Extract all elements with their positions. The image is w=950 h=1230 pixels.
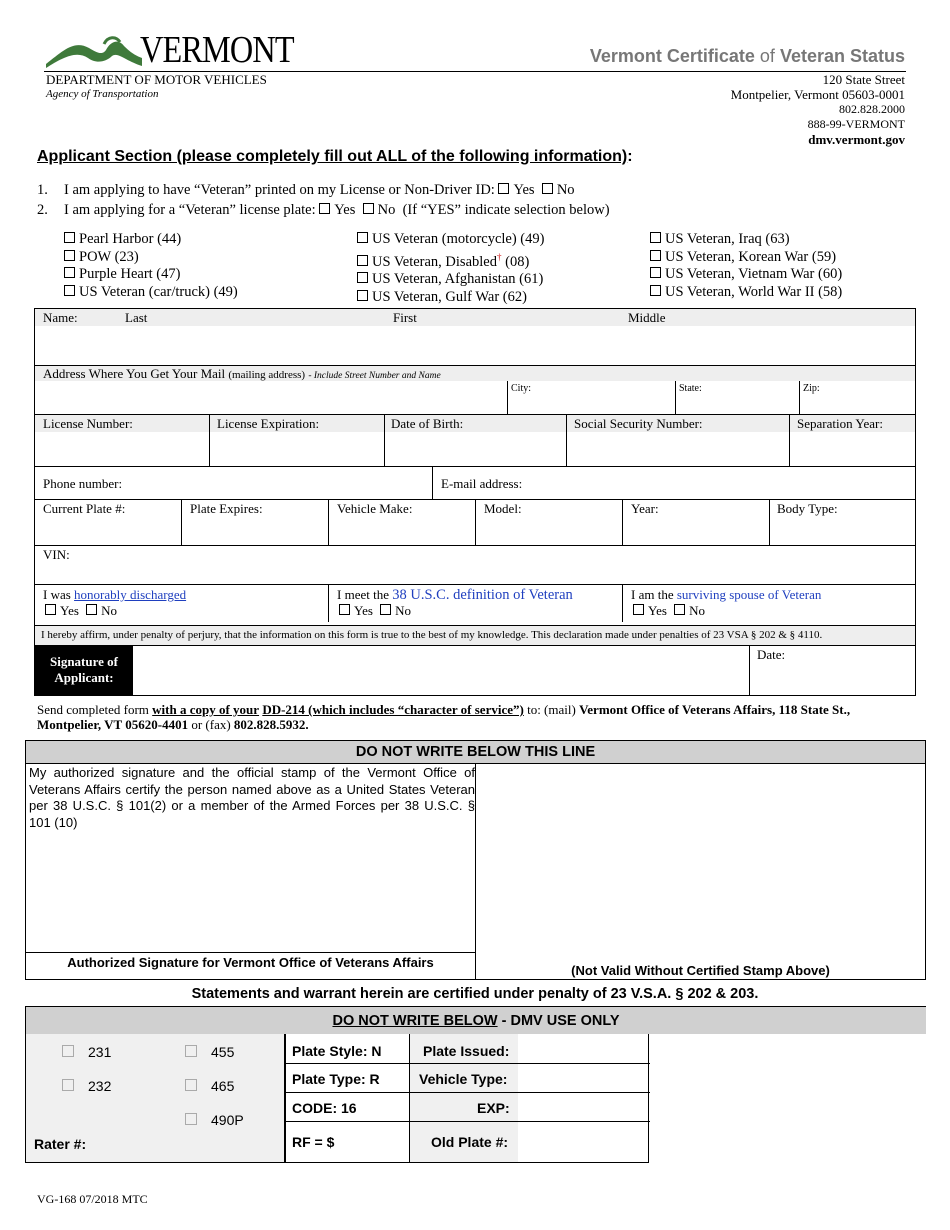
code-option-490p[interactable]: 490P: [185, 1112, 244, 1128]
discharge-yes-checkbox[interactable]: [45, 604, 56, 615]
dmv-address: [731, 72, 905, 147]
code-option-232[interactable]: 232: [62, 1078, 111, 1094]
plate-checkbox[interactable]: [650, 232, 661, 243]
code-checkbox[interactable]: [185, 1113, 197, 1125]
email-field[interactable]: E-mail address:: [441, 476, 523, 491]
plate-options-col3: [650, 231, 842, 302]
middle-name-label: Middle: [628, 310, 666, 325]
plate-checkbox[interactable]: [650, 267, 661, 278]
license-number-field[interactable]: License Number:: [43, 416, 133, 431]
state-label: State:: [679, 383, 702, 394]
applicant-form: [34, 308, 916, 696]
code-option-455[interactable]: 455: [185, 1044, 234, 1060]
plate-option[interactable]: US Veteran, World War II (58): [650, 284, 842, 302]
plate-checkbox[interactable]: [64, 285, 75, 296]
phone-field[interactable]: Phone number:: [43, 476, 123, 491]
discharge-field: I was honorably discharged Yes No: [43, 587, 187, 618]
plate-checkbox[interactable]: [64, 232, 75, 243]
city-label: City:: [511, 383, 532, 394]
code-option-465[interactable]: 465: [185, 1078, 234, 1094]
website: dmv.vermont.gov: [808, 132, 905, 147]
date-field[interactable]: Date:: [757, 647, 786, 662]
signature-input[interactable]: [133, 646, 749, 695]
authorized-signature-label: Authorized Signature for Vermont Office of Veterans Affairs: [67, 955, 434, 970]
model-field[interactable]: Model:: [484, 501, 522, 516]
old-plate-label: Old Plate #:: [431, 1134, 509, 1150]
zip-label: Zip:: [803, 383, 820, 394]
plate-checkbox[interactable]: [650, 250, 661, 261]
office-certify-text: My authorized signature and the official stamp of the Vermont Office of Veterans Affairs certify the person named above as a United States Veteran per 38 U.S.C. § 101(2) or a member of the Armed Forces per 38 U.S.C. § 101 (10): [29, 765, 475, 830]
plate-option[interactable]: US Veteran (car/truck) (49): [64, 284, 238, 302]
vehicle-make-field[interactable]: Vehicle Make:: [337, 501, 413, 516]
mountain-logo-icon: [44, 30, 144, 70]
affirmation-text: I hereby affirm, under penalty of perjury, that the information on this form is true to the best of my knowledge. This declaration made under penalties of 23 VSA § 202 & § 4110.: [35, 626, 915, 645]
code-checkbox[interactable]: [62, 1079, 74, 1091]
vehicle-type-label: Vehicle Type:: [419, 1071, 508, 1087]
state-input[interactable]: [676, 381, 799, 414]
plate-type: Plate Type: R: [292, 1071, 380, 1087]
question-1: 1. I am applying to have “Veteran” printed on my License or Non-Driver ID: Yes No: [37, 182, 575, 198]
plate-option[interactable]: US Veteran, Afghanistan (61): [357, 271, 544, 289]
dmv-header: DO NOT WRITE BELOW - DMV USE ONLY: [25, 1006, 926, 1034]
plate-checkbox[interactable]: [357, 255, 368, 266]
dmv-section: [25, 1006, 926, 1164]
plate-issued-input[interactable]: [518, 1034, 648, 1062]
code-checkbox[interactable]: [185, 1045, 197, 1057]
statements-note: Statements and warrant herein are certified under penalty of 23 V.S.A. § 202 & 203.: [191, 986, 759, 1002]
plate-checkbox[interactable]: [357, 290, 368, 301]
phone-main: 802.828.2000: [839, 102, 905, 116]
first-name-label: First: [393, 310, 417, 325]
plate-option[interactable]: US Veteran, Iraq (63): [650, 231, 842, 249]
plate-checkbox[interactable]: [64, 250, 75, 261]
plate-style: Plate Style: N: [292, 1043, 382, 1059]
vin-field[interactable]: VIN:: [43, 547, 70, 562]
separation-year-field[interactable]: Separation Year:: [797, 416, 883, 431]
vehicle-type-input[interactable]: [518, 1064, 648, 1092]
rf-amount: RF = $: [292, 1134, 335, 1150]
address-label: Address Where You Get Your Mail (mailing address) - Include Street Number and Name: [43, 366, 441, 381]
office-section: [25, 740, 926, 980]
applicant-heading: Applicant Section (please completely fill out ALL of the following information):: [37, 148, 633, 165]
rater-label: Rater #:: [34, 1136, 87, 1152]
license-expiration-field[interactable]: License Expiration:: [217, 416, 320, 431]
not-valid-note: (Not Valid Without Certified Stamp Above): [571, 963, 830, 978]
ssn-field[interactable]: Social Security Number:: [574, 416, 703, 431]
plate-issued-label: Plate Issued:: [423, 1043, 510, 1059]
zip-input[interactable]: [800, 381, 915, 414]
address-line1: 120 State Street: [822, 72, 905, 87]
name-label-row: [35, 309, 915, 326]
plate-options-col1: [64, 231, 238, 302]
plate-options-col2: [357, 231, 544, 307]
street-input[interactable]: [35, 381, 507, 414]
logo-wordmark: VERMONT: [140, 29, 294, 71]
dmv-code: CODE: 16: [292, 1100, 357, 1116]
page-title: Vermont Certificate of Veteran Status: [589, 46, 905, 66]
plate-option[interactable]: US Veteran, Disabled† (08): [357, 249, 544, 272]
spouse-yes-checkbox[interactable]: [633, 604, 644, 615]
exp-label: EXP:: [477, 1100, 510, 1116]
veteran-definition-link[interactable]: 38 U.S.C. definition of Veteran: [392, 587, 573, 603]
plate-checkbox[interactable]: [650, 285, 661, 296]
signature-label: Signature of Applicant:: [35, 646, 133, 695]
q1-yes-checkbox[interactable]: [498, 183, 509, 194]
old-plate-input[interactable]: [518, 1122, 648, 1162]
plate-checkbox[interactable]: [357, 232, 368, 243]
vermont-logo: [44, 30, 306, 72]
plate-option[interactable]: US Veteran, Gulf War (62): [357, 289, 544, 307]
discharge-no-checkbox[interactable]: [86, 604, 97, 615]
q1-no-checkbox[interactable]: [542, 183, 553, 194]
q2-no-checkbox[interactable]: [363, 203, 374, 214]
definition-field: I meet the 38 U.S.C. definition of Veteran Yes No: [337, 587, 573, 618]
city-input[interactable]: [508, 381, 675, 414]
honorably-discharged-link[interactable]: honorably discharged: [74, 587, 187, 602]
spouse-no-checkbox[interactable]: [674, 604, 685, 615]
plate-option[interactable]: US Veteran, Korean War (59): [650, 249, 842, 267]
name-label: Name:: [43, 310, 78, 325]
surviving-spouse-link[interactable]: surviving spouse of Veteran: [676, 587, 822, 602]
phone-tollfree: 888-99-VERMONT: [807, 117, 905, 131]
plate-option[interactable]: US Veteran (motorcycle) (49): [357, 231, 544, 249]
q2-yes-checkbox[interactable]: [319, 203, 330, 214]
code-checkbox[interactable]: [62, 1045, 74, 1057]
department-name: DEPARTMENT OF MOTOR VEHICLES: [46, 72, 267, 87]
code-option-231[interactable]: 231: [62, 1044, 111, 1060]
stamp-area: [476, 764, 925, 964]
address-line2: Montpelier, Vermont 05603-0001: [730, 87, 905, 102]
code-checkbox[interactable]: [185, 1079, 197, 1091]
plate-checkbox[interactable]: [64, 267, 75, 278]
plate-checkbox[interactable]: [357, 272, 368, 283]
plate-option[interactable]: US Veteran, Vietnam War (60): [650, 266, 842, 284]
question-2: 2. I am applying for a “Veteran” license plate: Yes No (If “YES” indicate selection below): [37, 202, 610, 218]
current-plate-field[interactable]: Current Plate #:: [43, 501, 126, 516]
spouse-field: I am the surviving spouse of Veteran Yes No: [631, 587, 822, 618]
last-name-label: Last: [125, 310, 148, 325]
year-field[interactable]: Year:: [631, 501, 659, 516]
plate-expires-field[interactable]: Plate Expires:: [190, 501, 263, 516]
agency-name: Agency of Transportation: [46, 88, 159, 100]
office-signature-area[interactable]: [26, 764, 476, 953]
exp-input[interactable]: [518, 1093, 648, 1121]
definition-no-checkbox[interactable]: [380, 604, 391, 615]
plate-option[interactable]: Purple Heart (47): [64, 266, 238, 284]
plate-option[interactable]: Pearl Harbor (44): [64, 231, 238, 249]
form-id: VG-168 07/2018 MTC: [37, 1192, 148, 1206]
definition-yes-checkbox[interactable]: [339, 604, 350, 615]
send-instructions: Send completed form with a copy of your DD-214 (which includes “character of service”) to: (mail) Vermont Office of Veterans Affairs, 118 State St., Montpelier, VT 05620-4401 or (fax) 802.828.5932.: [37, 702, 851, 732]
name-input[interactable]: [35, 326, 915, 365]
dob-field[interactable]: Date of Birth:: [391, 416, 464, 431]
plate-option[interactable]: POW (23): [64, 249, 238, 267]
office-header: DO NOT WRITE BELOW THIS LINE: [26, 741, 925, 764]
body-type-field[interactable]: Body Type:: [777, 501, 838, 516]
